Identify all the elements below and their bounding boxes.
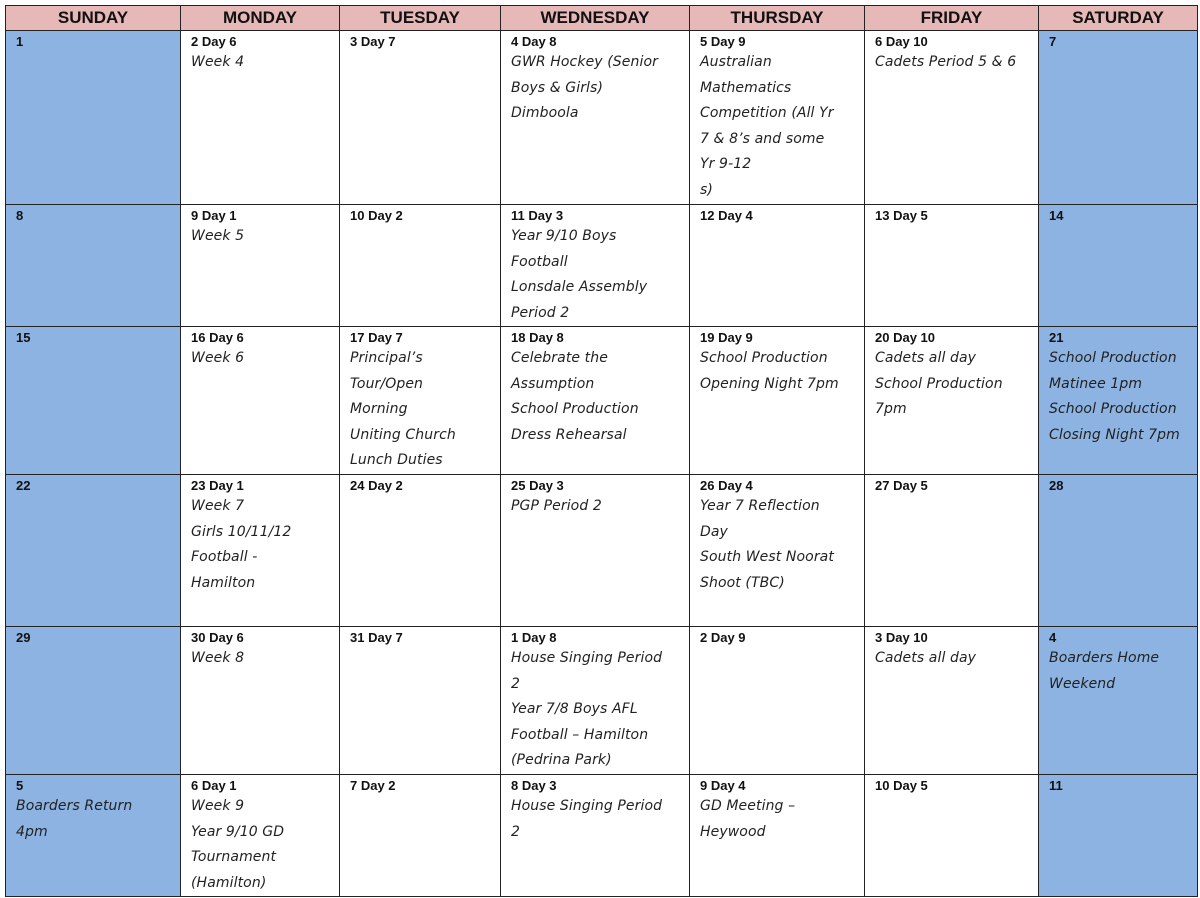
event-line: Week 7 (191, 498, 245, 514)
monthly-calendar (5, 5, 1198, 897)
event-line: Cadets all day (875, 350, 977, 366)
day-label: 31 Day 7 (350, 630, 403, 645)
event-line: (Pedrina Park) (511, 752, 612, 768)
day-cell-tuesday[interactable] (340, 327, 501, 475)
event-line: Cadets all day (875, 650, 977, 666)
event-line: Tour/Open (350, 375, 424, 392)
day-label: 10 Day 5 (875, 778, 928, 793)
day-label: 11 (1049, 778, 1063, 793)
header-wednesday: WEDNESDAY (501, 6, 690, 31)
day-label: 30 Day 6 (191, 630, 244, 645)
day-cell-thursday[interactable] (690, 31, 865, 205)
day-cell-monday[interactable] (181, 327, 340, 475)
day-label: 8 Day 3 (511, 778, 557, 793)
event-line: South West Noorat (700, 549, 834, 565)
event-line: Lunch Duties (350, 452, 443, 468)
event-line: Matinee 1pm (1049, 375, 1143, 392)
event-line: Week 6 (191, 350, 245, 366)
event-line: Weekend (1049, 675, 1116, 692)
day-cell-tuesday[interactable] (340, 627, 501, 775)
event-line: Principal’s (350, 350, 423, 366)
event-line: Year 9/10 Boys (511, 228, 617, 244)
day-label: 20 Day 10 (875, 330, 935, 345)
day-cell-saturday[interactable] (1039, 627, 1198, 775)
day-cell-saturday[interactable] (1039, 31, 1198, 205)
day-cell-friday[interactable] (865, 205, 1039, 327)
event-line: Year 7 Reflection (700, 498, 820, 514)
day-cell-wednesday[interactable] (501, 205, 690, 327)
day-cell-sunday[interactable] (6, 475, 181, 627)
week-row (6, 31, 1198, 205)
event-line: Football – Hamilton (511, 726, 649, 743)
event-line: Lonsdale Assembly (511, 279, 648, 295)
day-cell-tuesday[interactable] (340, 31, 501, 205)
day-cell-thursday[interactable] (690, 475, 865, 627)
day-cell-friday[interactable] (865, 775, 1039, 897)
day-label: 2 Day 6 (191, 34, 237, 49)
event-line: Day (700, 523, 728, 540)
event-line: Shoot (TBC) (700, 574, 785, 591)
day-cell-sunday[interactable] (6, 31, 181, 205)
day-cell-thursday[interactable] (690, 205, 865, 327)
event-line: Yr 9-12 (700, 156, 752, 172)
day-label: 4 Day 8 (511, 34, 557, 49)
day-label: 7 Day 2 (350, 778, 396, 793)
day-label: 3 Day 7 (350, 34, 396, 49)
event-line: Boarders Home (1049, 650, 1160, 666)
event-line: Football (511, 253, 568, 270)
day-cell-thursday[interactable] (690, 327, 865, 475)
day-label: 23 Day 1 (191, 478, 244, 493)
day-label: 16 Day 6 (191, 330, 244, 345)
day-cell-thursday[interactable] (690, 775, 865, 897)
header-saturday: SATURDAY (1039, 6, 1198, 31)
event-line: Week 9 (191, 798, 245, 814)
header-monday: MONDAY (181, 6, 340, 31)
event-line: Year 9/10 GD (191, 823, 285, 840)
event-line: 2 (511, 823, 521, 840)
day-cell-sunday[interactable] (6, 205, 181, 327)
event-line: 4pm (16, 823, 48, 840)
day-cell-tuesday[interactable] (340, 775, 501, 897)
day-cell-friday[interactable] (865, 475, 1039, 627)
event-line: GWR Hockey (Senior (511, 54, 658, 70)
day-cell-saturday[interactable] (1039, 327, 1198, 475)
event-line: Dimboola (511, 105, 579, 121)
header-thursday: THURSDAY (690, 6, 865, 31)
day-label: 17 Day 7 (350, 330, 403, 345)
day-label: 18 Day 8 (511, 330, 564, 345)
event-line: Week 5 (191, 228, 245, 244)
day-cell-saturday[interactable] (1039, 475, 1198, 627)
event-line: House Singing Period (511, 798, 663, 814)
week-row (6, 327, 1198, 475)
event-line: Competition (All Yr (700, 105, 834, 121)
day-label: 1 (16, 34, 24, 49)
header-tuesday: TUESDAY (340, 6, 501, 31)
event-line: Boarders Return (16, 798, 133, 814)
day-label: 14 (1049, 208, 1064, 223)
week-row (6, 475, 1198, 627)
event-line: 2 (511, 675, 521, 692)
event-line: Hamilton (191, 574, 256, 591)
day-label: 3 Day 10 (875, 630, 928, 645)
header-sunday: SUNDAY (6, 6, 181, 31)
event-line: Week 8 (191, 650, 245, 666)
day-cell-wednesday[interactable] (501, 327, 690, 475)
event-line: Uniting Church (350, 426, 456, 443)
event-line: Football - (191, 549, 258, 565)
day-cell-sunday[interactable] (6, 327, 181, 475)
day-cell-wednesday[interactable] (501, 627, 690, 775)
event-line: Australian (700, 54, 772, 70)
event-line: (Hamilton) (191, 874, 267, 891)
event-line: Closing Night 7pm (1049, 426, 1180, 443)
event-line: Girls 10/11/12 (191, 523, 292, 540)
day-label: 19 Day 9 (700, 330, 753, 345)
day-label: 6 Day 1 (191, 778, 237, 793)
day-cell-monday[interactable] (181, 775, 340, 897)
day-cell-monday[interactable] (181, 31, 340, 205)
day-label: 25 Day 3 (511, 478, 564, 493)
day-cell-wednesday[interactable] (501, 775, 690, 897)
day-label: 5 Day 9 (700, 34, 746, 49)
day-label: 1 Day 8 (511, 630, 557, 645)
day-label: 9 Day 4 (700, 778, 746, 793)
event-line: House Singing Period (511, 650, 663, 666)
day-cell-saturday[interactable] (1039, 205, 1198, 327)
event-line: Assumption (511, 375, 595, 392)
event-line: Cadets Period 5 & 6 (875, 54, 1017, 70)
event-line: Heywood (700, 823, 766, 840)
day-cell-wednesday[interactable] (501, 31, 690, 205)
event-line: 7pm (875, 401, 907, 417)
event-line: Dress Rehearsal (511, 426, 627, 443)
day-cell-tuesday[interactable] (340, 205, 501, 327)
day-label: 7 (1049, 34, 1057, 49)
day-cell-saturday[interactable] (1039, 775, 1198, 897)
event-line: School Production (1049, 350, 1177, 366)
day-label: 29 (16, 630, 31, 645)
day-label: 22 (16, 478, 31, 493)
weekday-header-row (6, 6, 1198, 31)
day-cell-friday[interactable] (865, 327, 1039, 475)
day-cell-monday[interactable] (181, 627, 340, 775)
day-cell-wednesday[interactable] (501, 475, 690, 627)
event-line: Celebrate the (511, 350, 608, 366)
day-label: 28 (1049, 478, 1064, 493)
day-label: 21 (1049, 330, 1064, 345)
day-label: 24 Day 2 (350, 478, 403, 493)
day-cell-thursday[interactable] (690, 627, 865, 775)
day-label: 4 (1049, 630, 1057, 645)
event-line: PGP Period 2 (511, 498, 602, 514)
event-line: School Production (1049, 401, 1177, 417)
day-label: 5 (16, 778, 24, 793)
day-cell-sunday[interactable] (6, 627, 181, 775)
day-label: 27 Day 5 (875, 478, 928, 493)
day-cell-sunday[interactable] (6, 775, 181, 897)
event-line: 7 & 8’s and some (700, 130, 825, 147)
event-line: Tournament (191, 849, 277, 865)
day-label: 13 Day 5 (875, 208, 928, 223)
week-row (6, 775, 1198, 897)
day-cell-monday[interactable] (181, 475, 340, 627)
day-cell-monday[interactable] (181, 205, 340, 327)
header-friday: FRIDAY (865, 6, 1039, 31)
event-line: Year 7/8 Boys AFL (511, 701, 638, 717)
day-label: 9 Day 1 (191, 208, 237, 223)
event-line: GD Meeting – (700, 798, 796, 814)
event-line: School Production (700, 350, 828, 366)
event-line: Mathematics (700, 79, 792, 96)
day-label: 26 Day 4 (700, 478, 753, 493)
day-cell-friday[interactable] (865, 31, 1039, 205)
day-label: 2 Day 9 (700, 630, 746, 645)
day-label: 6 Day 10 (875, 34, 928, 49)
event-line: s) (700, 181, 713, 198)
day-label: 15 (16, 330, 31, 345)
calendar-body (6, 31, 1198, 897)
week-row (6, 627, 1198, 775)
week-row (6, 205, 1198, 327)
day-label: 12 Day 4 (700, 208, 753, 223)
event-line: Opening Night 7pm (700, 375, 839, 392)
day-cell-friday[interactable] (865, 627, 1039, 775)
event-line: Period 2 (511, 304, 570, 321)
event-line: Boys & Girls) (511, 79, 604, 96)
day-label: 8 (16, 208, 24, 223)
event-line: School Production (511, 401, 639, 417)
event-line: Week 4 (191, 54, 245, 70)
event-line: Morning (350, 401, 408, 417)
day-cell-tuesday[interactable] (340, 475, 501, 627)
day-label: 11 Day 3 (511, 208, 564, 223)
day-label: 10 Day 2 (350, 208, 403, 223)
event-line: School Production (875, 375, 1003, 392)
